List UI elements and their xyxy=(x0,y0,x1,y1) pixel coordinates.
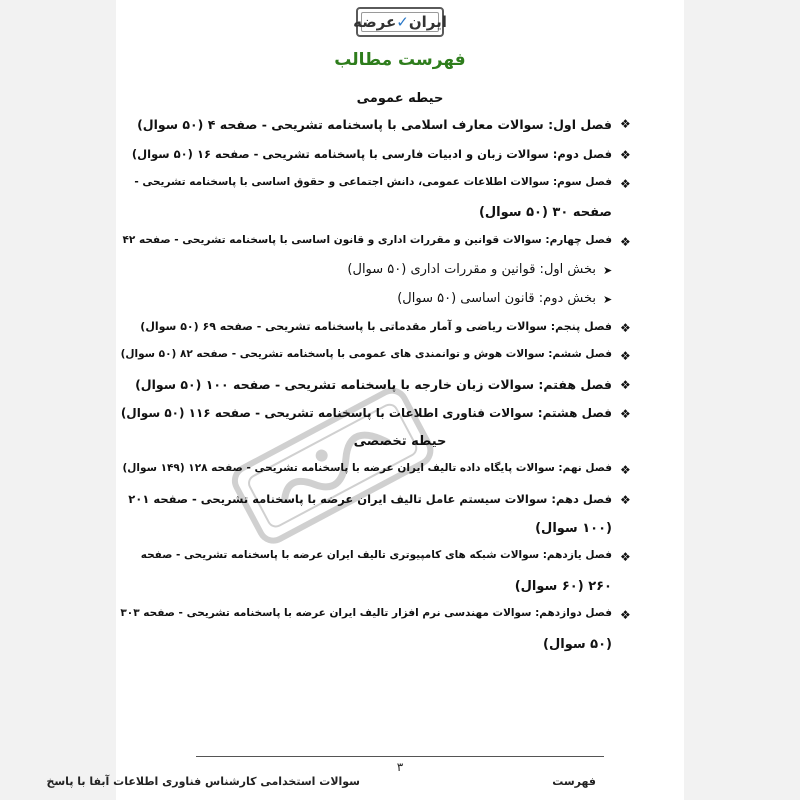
diamond-bullet-icon: ❖ xyxy=(620,321,631,335)
toc-entry: فصل سوم: سوالات اطلاعات عمومی، دانش اجتماعی و حقوق اساسی با پاسخنامه تشریحی - xyxy=(134,176,612,188)
diamond-bullet-icon: ❖ xyxy=(620,407,631,421)
diamond-bullet-icon: ❖ xyxy=(620,493,631,507)
diamond-bullet-icon: ❖ xyxy=(620,608,631,622)
logo-text: ایران ✓ عرضه xyxy=(353,13,447,31)
diamond-bullet-icon: ❖ xyxy=(620,349,631,363)
diamond-bullet-icon: ❖ xyxy=(620,117,631,131)
diamond-bullet-icon: ❖ xyxy=(620,550,631,564)
arrow-bullet-icon: ➤ xyxy=(603,293,613,306)
arrow-bullet-icon: ➤ xyxy=(603,264,613,277)
toc-entry: فصل دهم: سوالات سیستم عامل تالیف ایران عرضه با پاسخنامه تشریحی - صفحه ۲۰۱ xyxy=(128,492,612,506)
toc-entry: فصل نهم: سوالات پایگاه داده تالیف ایران عرضه با پاسخنامه تشریحی - صفحه ۱۲۸ (۱۴۹ سوال) xyxy=(122,462,612,474)
footer-divider xyxy=(196,756,604,757)
toc-entry: فصل ششم: سوالات هوش و توانمندی های عمومی با پاسخنامه تشریحی - صفحه ۸۲ (۵۰ سوال) xyxy=(120,348,612,360)
brand-logo xyxy=(353,7,447,37)
toc-entry: فصل دوازدهم: سوالات مهندسی نرم افزار تالیف ایران عرضه با پاسخنامه تشریحی - صفحه ۳۰۳ xyxy=(120,607,612,619)
toc-subentry: بخش اول: قوانین و مقررات اداری (۵۰ سوال) xyxy=(347,262,596,277)
diamond-bullet-icon: ❖ xyxy=(620,235,631,249)
toc-entry-continuation: ۲۶۰ (۶۰ سوال) xyxy=(514,579,612,594)
toc-entry: فصل چهارم: سوالات قوانین و مقررات اداری و قانون اساسی با پاسخنامه تشریحی - صفحه ۴۲ xyxy=(122,234,612,246)
toc-entry: فصل یازدهم: سوالات شبکه های کامپیوتری تالیف ایران عرضه با پاسخنامه تشریحی - صفحه xyxy=(140,549,612,561)
toc-entry: فصل هفتم: سوالات زبان خارجه با پاسخنامه تشریحی - صفحه ۱۰۰ (۵۰ سوال) xyxy=(135,377,612,392)
footer-book-title: سوالات استخدامی کارشناس فناوری اطلاعات آبفا با پاسخ xyxy=(46,775,360,788)
footer-section-label: فهرست xyxy=(552,775,596,788)
toc-entry: فصل پنجم: سوالات ریاضی و آمار مقدماتی با پاسخنامه تشریحی - صفحه ۶۹ (۵۰ سوال) xyxy=(140,320,612,333)
toc-entry-continuation: صفحه ۳۰ (۵۰ سوال) xyxy=(478,205,612,220)
toc-entry-continuation: (۱۰۰ سوال) xyxy=(535,521,612,536)
diamond-bullet-icon: ❖ xyxy=(620,177,631,191)
toc-entry: فصل دوم: سوالات زبان و ادبیات فارسی با پاسخنامه تشریحی - صفحه ۱۶ (۵۰ سوال) xyxy=(131,147,612,161)
section-heading-special: حیطه تخصصی xyxy=(353,434,447,449)
toc-entry: فصل هشتم: سوالات فناوری اطلاعات با پاسخنامه تشریحی - صفحه ۱۱۶ (۵۰ سوال) xyxy=(120,406,612,420)
diamond-bullet-icon: ❖ xyxy=(620,148,631,162)
page-number: ۳ xyxy=(396,760,404,774)
diamond-bullet-icon: ❖ xyxy=(620,463,631,477)
toc-entry: فصل اول: سوالات معارف اسلامی با پاسخنامه تشریحی - صفحه ۴ (۵۰ سوال) xyxy=(137,117,612,132)
toc-subentry: بخش دوم: قانون اساسی (۵۰ سوال) xyxy=(397,291,596,306)
section-heading-general: حیطه عمومی xyxy=(356,91,444,106)
page-title: فهرست مطالب xyxy=(334,50,466,70)
diamond-bullet-icon: ❖ xyxy=(620,378,631,392)
toc-entry-continuation: (۵۰ سوال) xyxy=(543,637,612,652)
